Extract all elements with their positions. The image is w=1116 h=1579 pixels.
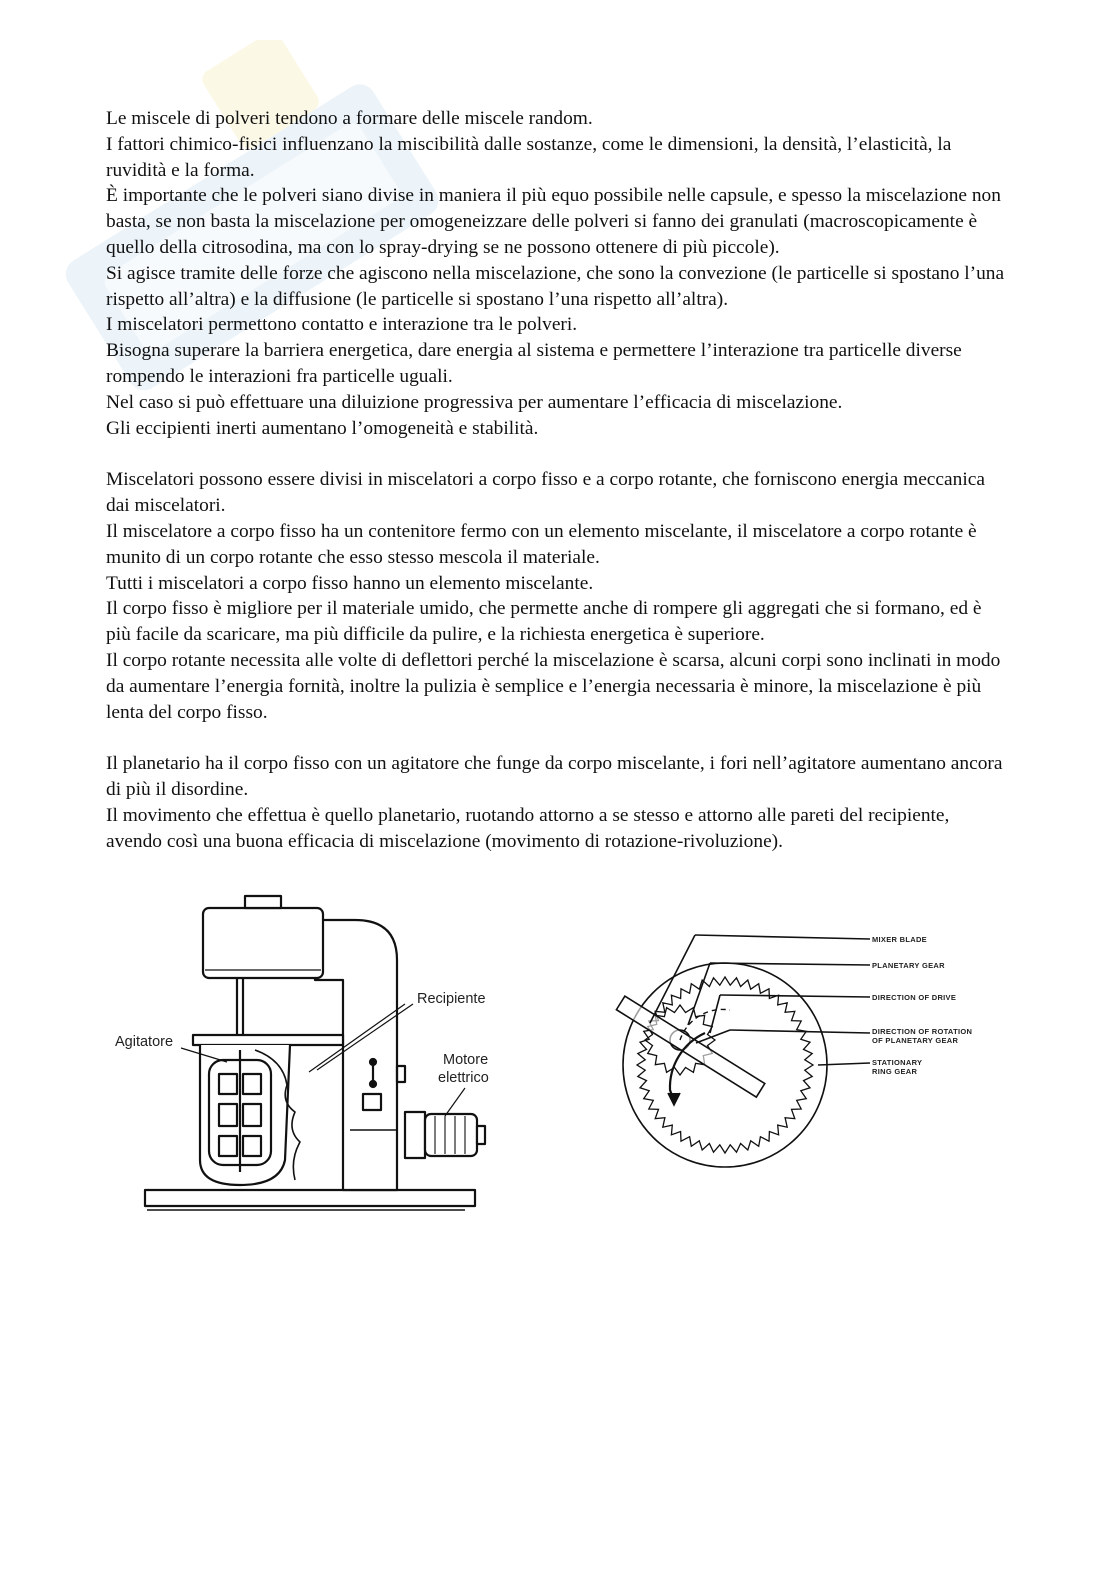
paragraph: I miscelatori permettono contatto e interazione tra le polveri. [106, 314, 578, 336]
paragraph: Bisogna superare la barriera energetica, dare energia al sistema e permettere l’interazione tra particelle diverse rompendo le interazioni fra particelle uguali. [106, 340, 962, 387]
paragraph: Il movimento che effettua è quello planetario, ruotando attorno a se stesso e attorno alle pareti del recipiente, avendo così una buona efficacia di miscelazione (movimento di rotazione-rivoluzione). [106, 804, 950, 852]
planetary-mixer-figure [105, 890, 525, 1230]
label-ring-line1: STATIONARY [872, 1058, 923, 1067]
label-motore: Motore [443, 1052, 489, 1068]
section-mixer-types [106, 467, 1006, 725]
section-powder-mixtures [106, 106, 1006, 441]
paragraph: Nel caso si può effettuare una diluizione progressiva per aumentare l’efficacia di miscelazione. [106, 391, 843, 413]
paragraph: Le miscele di polveri tendono a formare delle miscele random. [106, 108, 593, 129]
label-planetary-gear: PLANETARY GEAR [872, 961, 945, 970]
label-ring-line2: RING GEAR [872, 1067, 918, 1076]
label-rotation-line1: DIRECTION OF ROTATION [872, 1027, 973, 1036]
label-elettrico: elettrico [438, 1070, 489, 1086]
label-mixer-blade: MIXER BLADE [872, 935, 927, 944]
paragraph: Si agisce tramite delle forze che agiscono nella miscelazione, che sono la convezione (le particelle si spostano l’una rispetto all’altra) e la diffusione (le particelle si spostano l’una rispetto all’altra). [106, 262, 1005, 310]
body-text [106, 106, 1006, 855]
section-planetary [106, 751, 1006, 854]
label-agitatore: Agitatore [115, 1034, 174, 1050]
planetary-gear-figure [570, 915, 990, 1205]
paragraph: Il corpo fisso è migliore per il materiale umido, che permette anche di rompere gli aggregati che si formano, ed è più facile da scaricare, ma più difficile da pulire, e la richiesta energetica è superiore. [106, 598, 982, 646]
label-direction-drive: DIRECTION OF DRIVE [872, 993, 957, 1002]
paragraph: Il miscelatore a corpo fisso ha un contenitore fermo con un elemento miscelante, il miscelatore a corpo rotante è munito di un corpo rotante che esso stesso mescola il materiale. [106, 520, 977, 568]
paragraph: Tutti i miscelatori a corpo fisso hanno un elemento miscelante. [106, 572, 594, 594]
paragraph: È importante che le polveri siano divise in maniera il più equo possibile nelle capsule, e spesso la miscelazione non basta, se non basta la miscelazione per omogeneizzare delle polveri si fanno dei granulati (macroscopicamente è quello della citrosodina, ma con lo spray-drying se ne possono ottenere di più piccole). [106, 185, 1001, 258]
label-recipiente: Recipiente [417, 991, 486, 1007]
paragraph: Gli eccipienti inerti aumentano l’omogeneità e stabilità. [106, 417, 539, 439]
paragraph: Miscelatori possono essere divisi in miscelatori a corpo fisso e a corpo rotante, che forniscono energia meccanica dai miscelatori. [106, 469, 985, 517]
paragraph: Il corpo rotante necessita alle volte di deflettori perché la miscelazione è scarsa, alcuni corpi sono inclinati in modo da aumentare l’energia fornità, inoltre la pulizia è semplice e l’energia necessaria è minore, la miscelazione è più lenta del corpo fisso. [106, 649, 1001, 723]
paragraph: Il planetario ha il corpo fisso con un agitatore che funge da corpo miscelante, i fori nell’agitatore aumentano ancora di più il disordine. [106, 753, 1003, 801]
label-rotation-line2: OF PLANETARY GEAR [872, 1036, 959, 1045]
paragraph: I fattori chimico-fisici influenzano la miscibilità dalle sostanze, come le dimensioni, la densità, l’elasticità, la ruvidità e la forma. [106, 133, 952, 181]
